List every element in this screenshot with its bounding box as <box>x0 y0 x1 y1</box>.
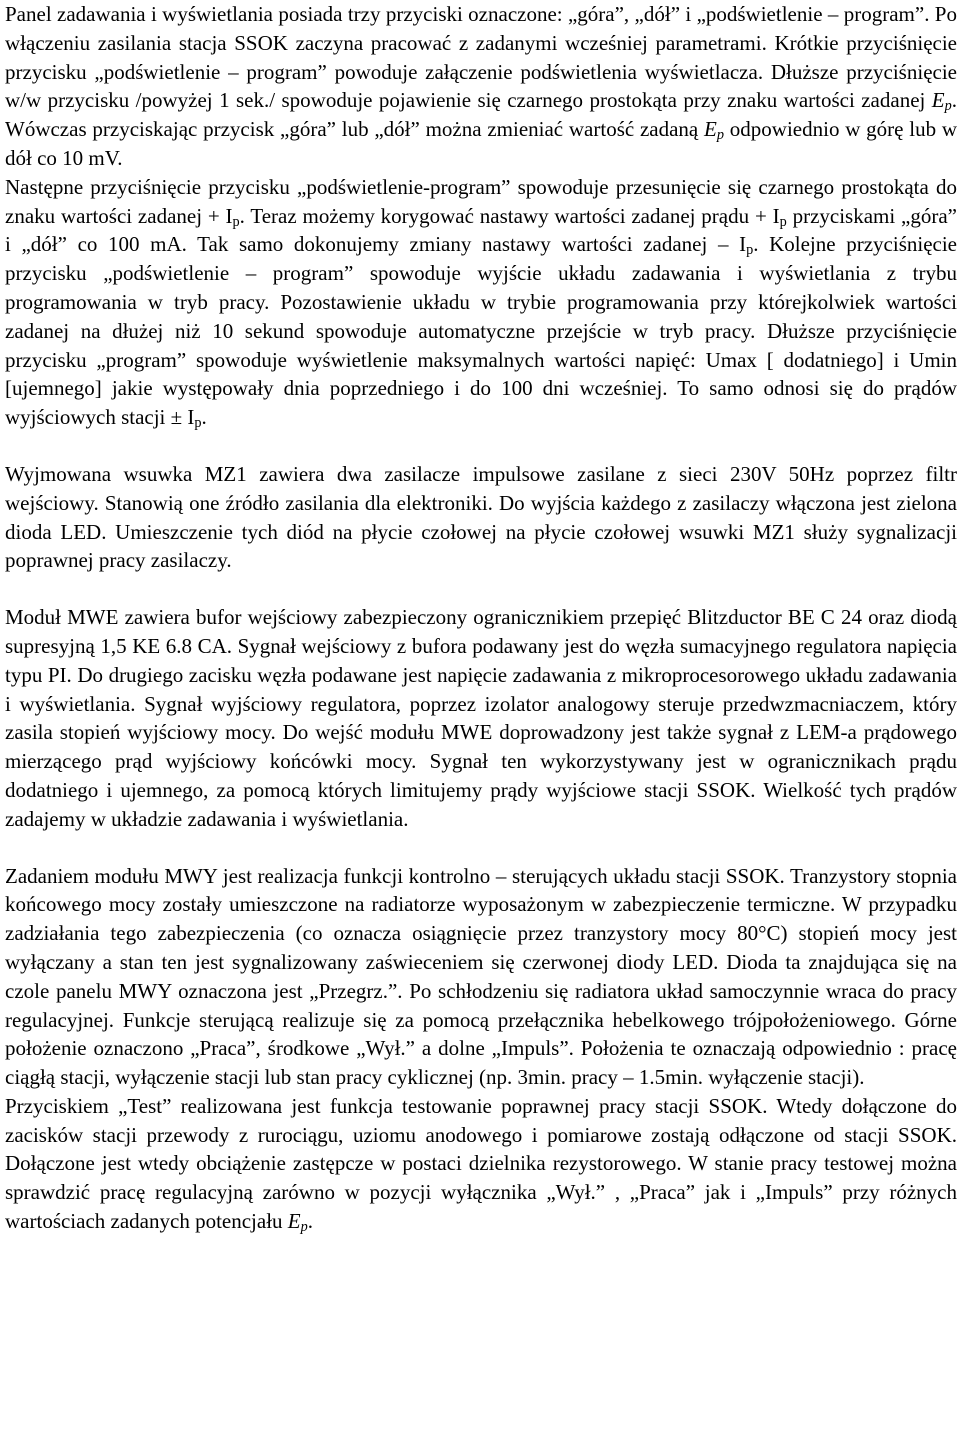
setpoint-symbol: $E_p$ <box>931 88 952 115</box>
paragraph-text: . <box>307 1209 314 1234</box>
paragraph-gap <box>5 834 957 862</box>
paragraph-text: odpowiednio w górę lub w dół co 10 mV. <box>5 117 958 170</box>
paragraph-text: Przyciskiem „Test” realizowana jest funkcja testowanie poprawnej pracy stacji SSOK. Wtedy dołączone do zacisków stacji przewody z rurociągu, uziomu anodowego i pomiarowe zostają odłączone od stacji SSOK. Dołączone jest wtedy obciążenie zastępcze w postaci dzielnika rezystorowego. W stanie pracy testowej można sprawdzić pracę regulacyjną zarówno w pozycji wyłącznika „Wył.” , „Praca” jak i „Impuls” przy różnych wartościach zadanych potencjału <box>5 1093 957 1234</box>
paragraph-test-button <box>5 1092 957 1236</box>
paragraph-gap <box>5 432 957 460</box>
setpoint-symbol: $E_p$ <box>704 117 725 144</box>
paragraph-gap <box>5 575 957 603</box>
paragraph-text: . <box>201 405 207 430</box>
paragraph-current-setpoints <box>5 173 957 432</box>
paragraph-mwy-module: Zadaniem modułu MWY jest realizacja funkcji kontrolno – sterujących układu stacji SSOK. Tranzystory stopnia końcowego mocy zostały umieszczone na radiatorze wyposażonym w zabezpieczenie termiczne. W przypadku zadziałania tego zabezpieczenia (co oznacza osiągnięcie przez tranzystory mocy 80°C) stopień mocy jest wyłączany a stan ten jest sygnalizowany zaświeceniem się czerwonej diody LED. Dioda ta znajdująca się na czole panelu MWY oznaczona jest „Przegrz.”. Po schłodzeniu się radiatora układ samoczynnie wraca do pracy regulacyjnej. Funkcje sterującą realizuje się za pomocą przełącznika hebelkowego trójpołożeniowego. Górne położenie oznaczono „Praca”, środkowe „Wył.” a dolne „Impuls”. Położenia te oznaczają odpowiednio : pracę ciągłą stacji, wyłączenie stacji lub stan pracy cyklicznej (np. 3min. pracy – 1.5min. wyłączenie stacji). <box>5 863 957 1090</box>
subscript: p <box>779 213 787 230</box>
subscript: p <box>746 242 754 259</box>
paragraph-text: przyciskami „góra” i „dół” co 100 mA. Tak samo dokonujemy zmiany nastawy wartości zadanej – I <box>5 203 957 257</box>
paragraph-text: Następne przyciśnięcie przycisku „podświetlenie-program” spowoduje przesunięcie się czarnego prostokąta do znaku wartości zadanej + I <box>5 174 957 228</box>
potential-symbol: $E_p$ <box>287 1209 308 1236</box>
subscript: p <box>232 213 240 230</box>
subscript: p <box>194 415 202 432</box>
paragraph-text: . Wówczas przyciskając przycisk „góra” lub „dół” można zmieniać wartość zadaną <box>5 88 958 142</box>
paragraph-text: Panel zadawania i wyświetlania posiada trzy przyciski oznaczone: „góra”, „dół” i „podświetlenie – program”. Po włączeniu zasilania stacja SSOK zaczyna pracować z zadanymi wcześniej parametrami. Krótkie przyciśnięcie przycisku „podświetlenie – program” powoduje załączenie podświetlenia wyświetlacza. Dłuższe przyciśnięcie w/w przycisku /powyżej 1 sek./ spowoduje pojawienie się czarnego prostokąta przy znaku wartości zadanej <box>5 2 957 113</box>
paragraph-mwe-module: Moduł MWE zawiera bufor wejściowy zabezpieczony ogranicznikiem przepięć Blitzductor BE C 24 oraz diodą supresyjną 1,5 KE 6.8 CA. Sygnał wejściowy z bufora podawany jest do węzła sumacyjnego regulatora napięcia typu PI. Do drugiego zacisku węzła podawane jest napięcie zadawania z mikroprocesorowego układu zadawania i wyświetlania. Sygnał wyjściowy regulatora, poprzez izolator analogowy steruje przedwzmacniaczem, który zasila stopień wyjściowy mocy. Do wejść modułu MWE doprowadzony jest także sygnał z LEM-a prądowego mierzącego prąd wyjściowy końcówki mocy. Sygnał ten wykorzystywany jest w ogranicznikach prądu dodatniego i ujemnego, za pomocą których limitujemy prądy wyjściowe stacji SSOK. Wielkość tych prądów zadajemy w układzie zadawania i wyświetlania. <box>5 605 957 831</box>
paragraph-text: . Kolejne przyciśnięcie przycisku „podświetlenie – program” spowoduje wyjście układu zadawania i wyświetlania z trybu programowania w tryb pracy. Pozostawienie układu w trybie programowania przy którejkolwiek wartości zadanej na dłużej niż 10 sekund spowoduje automatyczne przejście w tryb pracy. Dłuższe przyciśnięcie przycisku „program” spowoduje wyświetlenie maksymalnych wartości napięć: Umax [ dodatniego] i Umin [ujemnego] jakie występowały dnia poprzedniego i do 100 dni wcześniej. To samo odnosi się do prądów wyjściowych stacji ± I <box>5 232 957 430</box>
paragraph-panel-controls <box>5 0 957 173</box>
paragraph-text: . Teraz możemy korygować nastawy wartości zadanej prądu + I <box>239 203 780 228</box>
paragraph-mz1-module: Wyjmowana wsuwka MZ1 zawiera dwa zasilacze impulsowe zasilane z sieci 230V 50Hz poprzez filtr wejściowy. Stanowią one źródło zasilania dla elektroniki. Do wyjścia każdego z zasilaczy włączona jest zielona dioda LED. Umieszczenie tych diód na płycie czołowej na płycie czołowej wsuwki MZ1 służy sygnalizacji poprawnej pracy zasilaczy. <box>5 461 957 573</box>
